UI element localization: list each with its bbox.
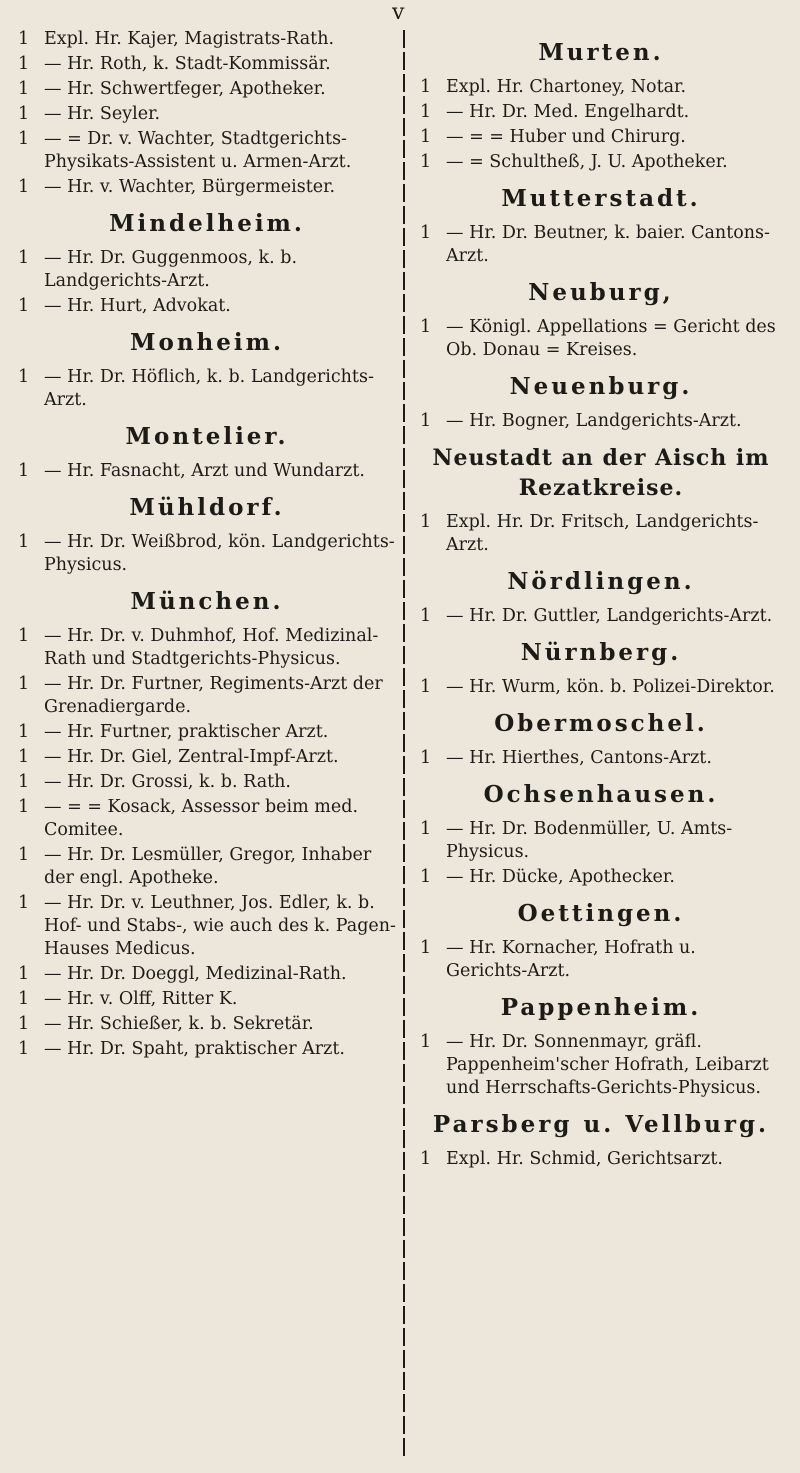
subscriber-text: — Hr. Dr. Sonnenmayr, gräfl. Pappenheim'scher Hofrath, Leibarzt und Herrschafts-Gerichts-Physicus.	[446, 1032, 769, 1098]
subscriber-entry	[18, 247, 396, 293]
place-heading: Ochsenhausen.	[483, 781, 719, 808]
subscriber-text: — Hr. Dr. Bodenmüller, U. Amts-Physicus.	[446, 819, 733, 862]
subscriber-entry	[420, 126, 782, 149]
copy-count: 1	[18, 964, 30, 984]
subscriber-text: — Hr. Schwertfeger, Apotheker.	[44, 79, 326, 99]
subscriber-entry	[420, 1148, 782, 1171]
subscriber-entry	[18, 78, 396, 101]
subscriber-text: — Hr. Bogner, Landgerichts-Arzt.	[446, 411, 742, 431]
subscriber-text: — Hr. Wurm, kön. b. Polizei-Direktor.	[446, 677, 775, 697]
place-heading: Oettingen.	[517, 900, 685, 927]
copy-count: 1	[18, 54, 30, 74]
place-heading: Mühldorf.	[129, 494, 285, 521]
subscriber-text: — Hr. Furtner, praktischer Arzt.	[44, 722, 329, 742]
place-heading: Nördlingen.	[507, 568, 695, 595]
copy-count: 1	[18, 893, 30, 913]
place-heading: Obermoschel.	[494, 710, 708, 737]
copy-count: 1	[420, 152, 432, 172]
subscriber-entry	[420, 605, 782, 628]
subscriber-entry	[420, 1031, 782, 1100]
top-mark: v	[392, 0, 405, 25]
subscriber-text: Expl. Hr. Kajer, Magistrats-Rath.	[44, 29, 335, 49]
copy-count: 1	[420, 819, 432, 839]
subscriber-text: — = Schultheß, J. U. Apotheker.	[446, 152, 728, 172]
subscriber-entry	[420, 410, 782, 433]
place-heading: Monheim.	[130, 329, 284, 356]
subscriber-text: — Hr. Dr. Spaht, praktischer Arzt.	[44, 1039, 345, 1059]
copy-count: 1	[420, 1149, 432, 1169]
subscriber-text: — Hr. Roth, k. Stadt-Kommissär.	[44, 54, 331, 74]
subscriber-text: — Hr. Dr. Med. Engelhardt.	[446, 102, 690, 122]
subscriber-text: — Hr. Dücke, Apothecker.	[446, 867, 675, 887]
subscriber-entry	[18, 892, 396, 961]
subscriber-entry	[18, 1038, 396, 1061]
subscriber-entry	[420, 818, 782, 864]
place-heading: Murten.	[538, 39, 664, 66]
place-heading: München.	[130, 588, 284, 615]
subscriber-entry	[18, 796, 396, 842]
subscriber-entry	[420, 747, 782, 770]
copy-count: 1	[420, 223, 432, 243]
copy-count: 1	[18, 248, 30, 268]
copy-count: 1	[18, 532, 30, 552]
subscriber-text: — Hr. v. Olff, Ritter K.	[44, 989, 238, 1009]
copy-count: 1	[420, 512, 432, 532]
copy-count: 1	[420, 867, 432, 887]
copy-count: 1	[18, 461, 30, 481]
copy-count: 1	[18, 296, 30, 316]
copy-count: 1	[18, 674, 30, 694]
place-heading: Montelier.	[125, 423, 289, 450]
subscriber-text: — Hr. Dr. Furtner, Regiments-Arzt der Grenadiergarde.	[44, 674, 383, 717]
subscriber-entry	[18, 673, 396, 719]
place-heading: Neuburg,	[528, 279, 674, 306]
place-heading: Neuenburg.	[509, 373, 693, 400]
subscriber-entry	[420, 937, 782, 983]
place-heading: Mutterstadt.	[501, 185, 701, 212]
subscriber-entry	[18, 771, 396, 794]
left-column	[18, 28, 396, 1063]
copy-count: 1	[18, 845, 30, 865]
copy-count: 1	[420, 606, 432, 626]
copy-count: 1	[420, 411, 432, 431]
subscriber-entry	[18, 963, 396, 986]
subscriber-entry	[18, 103, 396, 126]
subscriber-text: — Hr. Dr. Höflich, k. b. Landgerichts-Arzt.	[44, 367, 374, 410]
place-heading: Neustadt an der Aisch im Rezatkreise.	[432, 445, 770, 501]
subscriber-entry	[18, 176, 396, 199]
subscriber-entry	[420, 76, 782, 99]
subscriber-entry	[18, 366, 396, 412]
subscriber-text: — Königl. Appellations = Gericht des Ob. Donau = Kreises.	[446, 317, 776, 360]
copy-count: 1	[420, 77, 432, 97]
subscriber-entry	[18, 128, 396, 174]
place-heading: Nürnberg.	[520, 639, 682, 666]
subscriber-entry	[420, 316, 782, 362]
copy-count: 1	[18, 1014, 30, 1034]
place-heading: Pappenheim.	[500, 994, 702, 1021]
subscriber-text: — Hr. Hurt, Advokat.	[44, 296, 231, 316]
copy-count: 1	[420, 677, 432, 697]
subscriber-entry	[18, 28, 396, 51]
subscriber-text: — Hr. Schießer, k. b. Sekretär.	[44, 1014, 314, 1034]
copy-count: 1	[18, 797, 30, 817]
subscriber-text: Expl. Hr. Schmid, Gerichtsarzt.	[446, 1149, 723, 1169]
subscriber-text: Expl. Hr. Dr. Fritsch, Landgerichts-Arzt.	[446, 512, 759, 555]
copy-count: 1	[18, 177, 30, 197]
right-column	[420, 28, 782, 1173]
subscriber-text: — = = Huber und Chirurg.	[446, 127, 686, 147]
subscriber-text: — Hr. Hierthes, Cantons-Arzt.	[446, 748, 712, 768]
subscriber-entry	[18, 746, 396, 769]
subscriber-text: — Hr. Kornacher, Hofrath u. Gerichts-Arzt.	[446, 938, 696, 981]
subscriber-text: — Hr. Dr. Giel, Zentral-Impf-Arzt.	[44, 747, 339, 767]
subscriber-entry	[420, 151, 782, 174]
subscriber-text: Expl. Hr. Chartoney, Notar.	[446, 77, 687, 97]
copy-count: 1	[420, 317, 432, 337]
subscriber-entry	[18, 460, 396, 483]
subscriber-text: — = Dr. v. Wachter, Stadtgerichts-Physikats-Assistent u. Armen-Arzt.	[44, 129, 352, 172]
subscriber-text: — Hr. Dr. Grossi, k. b. Rath.	[44, 772, 291, 792]
subscriber-entry	[18, 625, 396, 671]
copy-count: 1	[420, 1032, 432, 1052]
subscriber-entry	[420, 676, 782, 699]
copy-count: 1	[18, 1039, 30, 1059]
place-heading: Parsberg u. Vellburg.	[432, 1111, 770, 1138]
subscriber-entry	[420, 101, 782, 124]
copy-count: 1	[420, 748, 432, 768]
subscriber-entry	[18, 988, 396, 1011]
subscriber-text: — Hr. Fasnacht, Arzt und Wundarzt.	[44, 461, 365, 481]
subscriber-text: — Hr. Dr. v. Leuthner, Jos. Edler, k. b. Hof- und Stabs-, wie auch des k. Pagen-Hauses Medicus.	[44, 893, 396, 959]
copy-count: 1	[18, 29, 30, 49]
copy-count: 1	[18, 367, 30, 387]
copy-count: 1	[18, 626, 30, 646]
subscriber-entry	[420, 222, 782, 268]
copy-count: 1	[18, 747, 30, 767]
subscriber-text: — Hr. Dr. Weißbrod, kön. Landgerichts-Physicus.	[44, 532, 395, 575]
subscriber-text: — Hr. Dr. Guggenmoos, k. b. Landgerichts-Arzt.	[44, 248, 298, 291]
subscriber-entry	[18, 295, 396, 318]
subscriber-text: — Hr. Dr. Guttler, Landgerichts-Arzt.	[446, 606, 773, 626]
subscriber-entry	[18, 531, 396, 577]
copy-count: 1	[18, 989, 30, 1009]
copy-count: 1	[18, 79, 30, 99]
copy-count: 1	[18, 104, 30, 124]
subscriber-entry	[18, 844, 396, 890]
copy-count: 1	[420, 938, 432, 958]
column-divider	[403, 30, 405, 1460]
place-heading: Mindelheim.	[109, 210, 305, 237]
subscriber-entry	[18, 1013, 396, 1036]
subscriber-entry	[420, 511, 782, 557]
subscriber-text: — Hr. Dr. v. Duhmhof, Hof. Medizinal-Rath und Stadtgerichts-Physicus.	[44, 626, 379, 669]
copy-count: 1	[420, 127, 432, 147]
subscriber-entry	[18, 53, 396, 76]
subscriber-text: — Hr. Dr. Beutner, k. baier. Cantons-Arzt.	[446, 223, 770, 266]
subscriber-text: — = = Kosack, Assessor beim med. Comitee.	[44, 797, 359, 840]
copy-count: 1	[18, 772, 30, 792]
subscriber-entry	[420, 866, 782, 889]
copy-count: 1	[18, 722, 30, 742]
copy-count: 1	[18, 129, 30, 149]
subscriber-text: — Hr. Dr. Doeggl, Medizinal-Rath.	[44, 964, 347, 984]
copy-count: 1	[420, 102, 432, 122]
subscriber-text: — Hr. Seyler.	[44, 104, 161, 124]
subscriber-text: — Hr. Dr. Lesmüller, Gregor, Inhaber der engl. Apotheke.	[44, 845, 372, 888]
subscriber-entry	[18, 721, 396, 744]
subscriber-text: — Hr. v. Wachter, Bürgermeister.	[44, 177, 336, 197]
